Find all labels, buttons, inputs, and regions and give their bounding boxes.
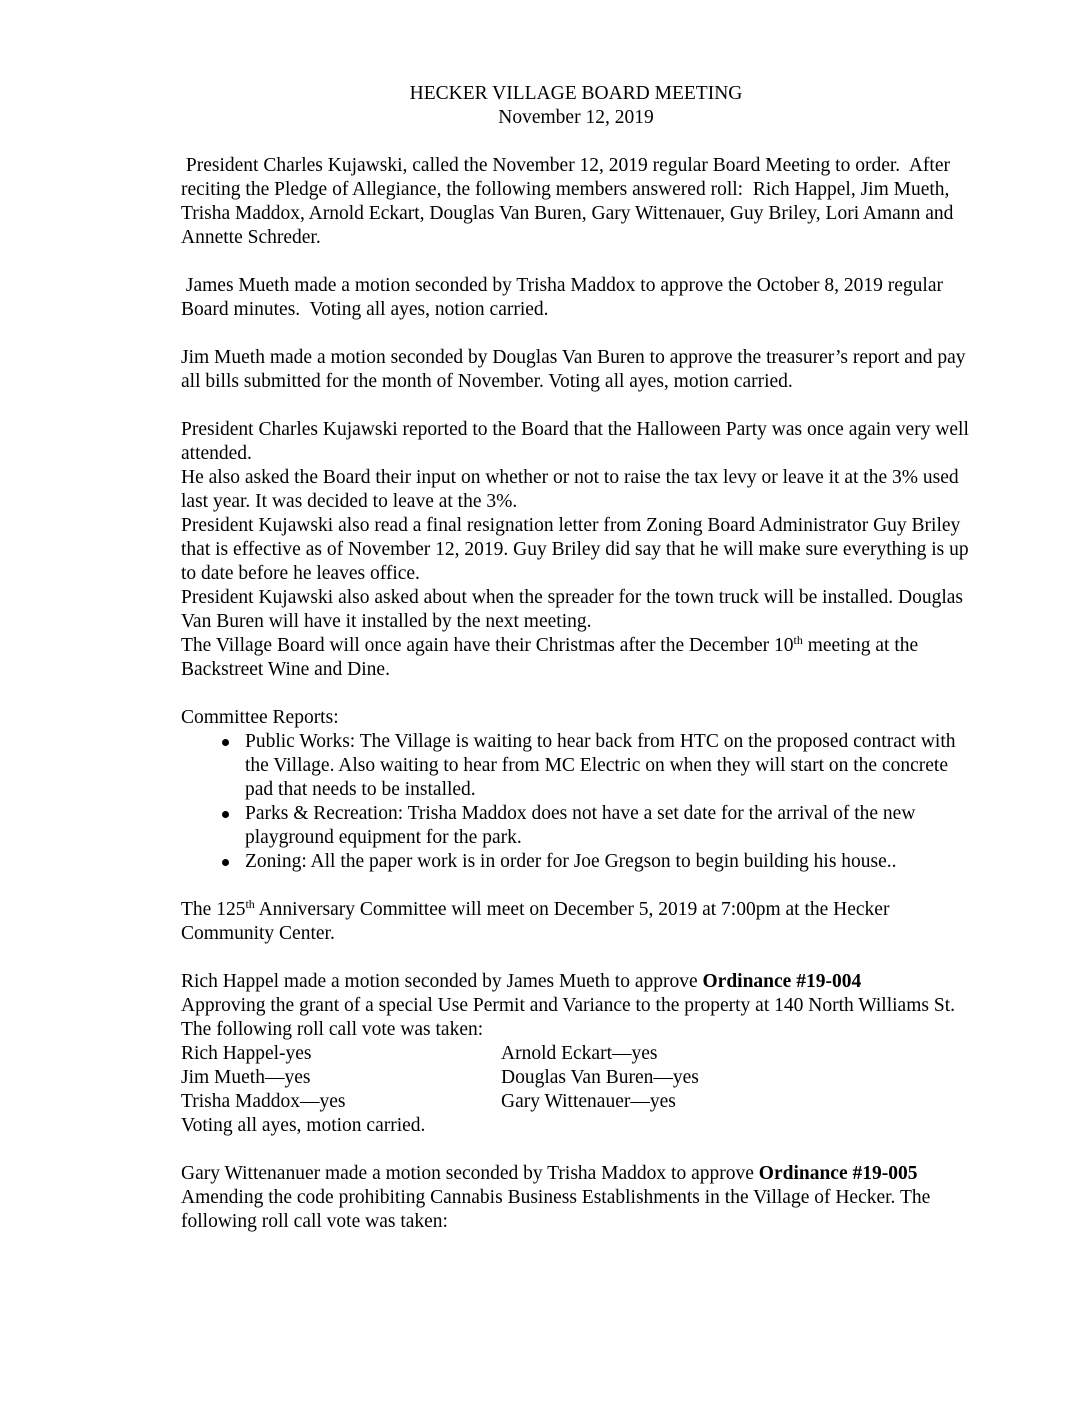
parks-recreation-item: Parks & Recreation: Trisha Maddox does not have a set date for the arrival of the new playground equipment for the park. [245, 803, 916, 848]
ordinance-004-motion [181, 970, 971, 1042]
public-works-item: Public Works: The Village is waiting to hear back from HTC on the proposed contract with the Village. Also waiting to hear from MC Electric on when they will start on the concrete pad that needs to be installed. [245, 731, 956, 800]
vote-entry: Jim Mueth—yes [181, 1067, 311, 1088]
bullet-icon [222, 739, 229, 746]
vote-entry: Douglas Van Buren—yes [501, 1067, 699, 1088]
ordinance-005-intro: Gary Wittenanuer made a motion seconded by Trisha Maddox to approve [181, 1163, 759, 1184]
anniversary-text-start: The 125 [181, 899, 246, 920]
document-header [181, 82, 971, 130]
roll-call-vote-table [181, 1042, 971, 1114]
anniversary-text-end: Anniversary Committee will meet on December 5, 2019 at 7:00pm at the Hecker Community Center. [181, 899, 890, 944]
bullet-icon [222, 859, 229, 866]
spreader-paragraph: President Kujawski also asked about when the spreader for the town truck will be installed. Douglas Van Buren will have it installed by the next meeting. [181, 587, 963, 632]
treasurer-paragraph: Jim Mueth made a motion seconded by Douglas Van Buren to approve the treasurer’s report and pay all bills submitted for the month of November. Voting all ayes, motion carried. [181, 347, 966, 392]
bullet-icon [222, 811, 229, 818]
vote-entry: Gary Wittenauer—yes [501, 1091, 676, 1112]
document-title: HECKER VILLAGE BOARD MEETING [409, 83, 743, 104]
ordinance-005-body: Amending the code prohibiting Cannabis Business Establishments in the Village of Hecker. The following roll call vote was taken: [181, 1187, 931, 1232]
committee-reports [181, 706, 971, 874]
vote-entry: Trisha Maddox—yes [181, 1091, 346, 1112]
christmas-text-end: meeting at the Backstreet Wine and Dine. [181, 635, 919, 680]
ordinance-004-section [181, 970, 971, 1138]
list-item [181, 850, 971, 874]
ordinance-004-intro: Rich Happel made a motion seconded by James Mueth to approve [181, 971, 703, 992]
tax-levy-paragraph: He also asked the Board their input on whether or not to raise the tax levy or leave it at the 3% used last year. It was decided to leave at the 3%. [181, 467, 959, 512]
zoning-item: Zoning: All the paper work is in order for Joe Gregson to begin building his house.. [245, 851, 897, 872]
christmas-text-start: The Village Board will once again have their Christmas after the December 10 [181, 635, 794, 656]
christmas-paragraph [181, 634, 971, 682]
roll-call-paragraph: President Charles Kujawski, called the November 12, 2019 regular Board Meeting to order. After reciting the Pledge of Allegiance, the following members answered roll: Rich Happel, Jim Mueth, Trisha Maddox, Arnold Eckart, Douglas Van Buren, Gary Wittenauer, Guy Briley, Lori Amann and Annette Schreder. [181, 155, 958, 248]
ordinance-005-number: Ordinance #19-005 [758, 1163, 918, 1184]
ordinance-004-number: Ordinance #19-004 [702, 971, 862, 992]
resignation-paragraph: President Kujawski also read a final resignation letter from Zoning Board Administrator Guy Briley that is effective as of November 12, 2019. Guy Briley did say that he will make sure everything is up to date before he leaves office. [181, 515, 969, 584]
committee-heading: Committee Reports: [181, 707, 339, 728]
anniversary-paragraph [181, 898, 971, 946]
ordinance-004-result: Voting all ayes, motion carried. [181, 1115, 426, 1136]
halloween-paragraph: President Charles Kujawski reported to the Board that the Halloween Party was once again very well attended. [181, 419, 969, 464]
list-item [181, 802, 971, 850]
meeting-date: November 12, 2019 [498, 107, 654, 128]
vote-entry: Arnold Eckart—yes [501, 1043, 658, 1064]
president-report [181, 418, 971, 682]
committee-list [181, 730, 971, 874]
anniversary-superscript: th [245, 897, 255, 911]
ordinance-004-body: Approving the grant of a special Use Permit and Variance to the property at 140 North Williams St. The following roll call vote was taken: [181, 995, 955, 1040]
vote-entry: Rich Happel-yes [181, 1043, 312, 1064]
ordinance-005-motion [181, 1162, 971, 1234]
document-page [181, 82, 971, 1234]
list-item [181, 730, 971, 802]
minutes-paragraph: James Mueth made a motion seconded by Trisha Maddox to approve the October 8, 2019 regular Board minutes. Voting all ayes, notion carried. [181, 275, 948, 320]
christmas-superscript: th [793, 633, 803, 647]
